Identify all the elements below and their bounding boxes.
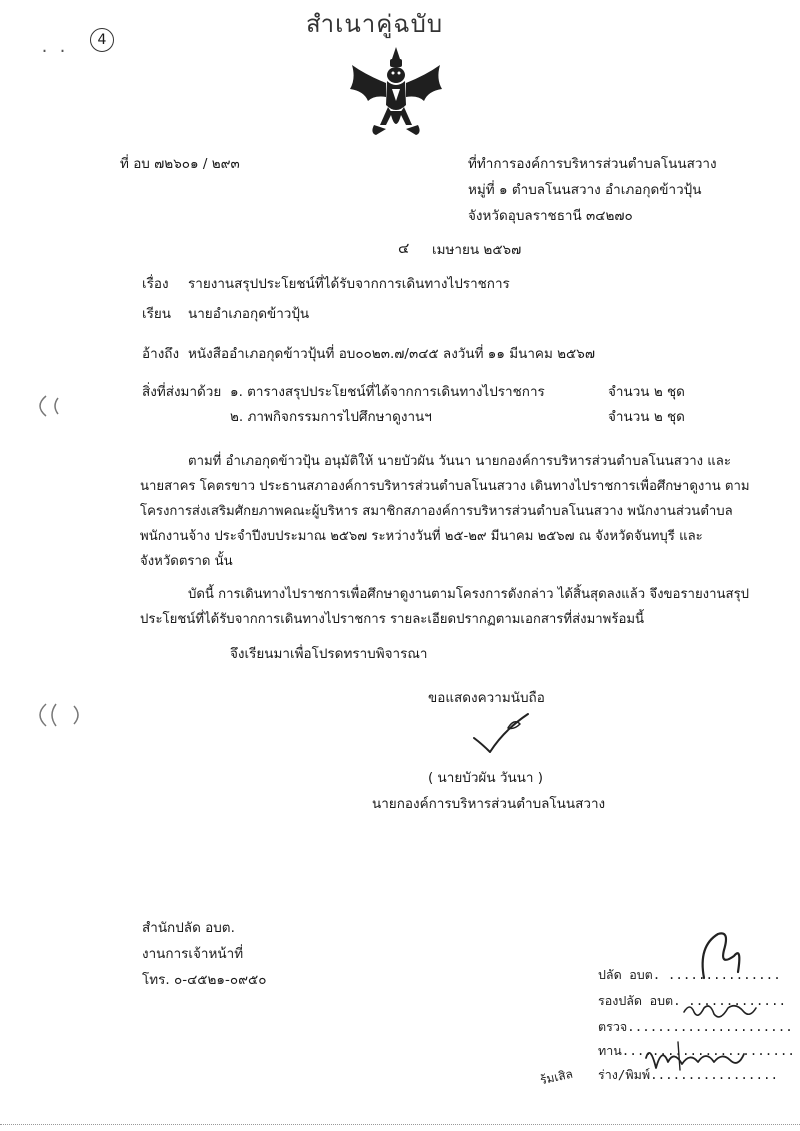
body-para1-line1: ตามที่ อำเภอกุดข้าวปุ้น อนุมัติให้ นายบัวผัน วันนา นายกองค์การบริหารส่วนตำบลโนนสวาง และ xyxy=(188,454,731,469)
punch-hole-mark-1 xyxy=(30,392,70,420)
body-para1-line4: พนักงานจ้าง ประจำปีงบประมาณ ๒๕๖๗ ระหว่างวันที่ ๒๕-๒๙ มีนาคม ๒๕๖๗ ณ จังหวัดจันทบุรี และ xyxy=(140,529,703,544)
document-number: ที่ อบ ๗๒๖๐๑ / ๒๙๓ xyxy=(120,156,240,172)
enclosure-qty-2: จำนวน ๒ ชุด xyxy=(608,409,685,425)
initial-vice-deputy xyxy=(680,998,760,1024)
signature-scribble xyxy=(468,708,538,758)
reference-label: อ้างถึง xyxy=(142,346,180,362)
punch-hole-mark-2 xyxy=(30,700,90,730)
routing-draft-type: ร่าง/พิมพ์................. xyxy=(598,1067,779,1082)
initial-draft xyxy=(640,1040,750,1074)
office-phone: โทร. ๐-๔๕๒๑-๐๙๕๐ xyxy=(142,972,267,988)
enclosure-qty-1: จำนวน ๒ ชุด xyxy=(608,384,685,400)
body-para1-line5: จังหวัดตราด นั้น xyxy=(140,554,233,569)
body-para1-line3: โครงการส่งเสริมศักยภาพคณะผู้บริหาร สมาชิกสภาองค์การบริหารส่วนตำบลโนนสวาง พนักงานส่วนตำบล xyxy=(140,504,733,519)
enclosure-item-2: ๒. ภาพกิจกรรมการไปศึกษาดูงานฯ xyxy=(230,409,432,425)
handwritten-initials-note: ร้มเสิล xyxy=(538,1066,575,1088)
reference-text: หนังสืออำเภอกุดข้าวปุ้นที่ อบ๐๐๒๓.๗/๓๔๕ ลงวันที่ ๑๑ มีนาคม ๒๕๖๗ xyxy=(188,346,595,362)
closing-salutation: ขอแสดงความนับถือ xyxy=(428,690,545,706)
office-line-2: งานการเจ้าหน้าที่ xyxy=(142,946,244,962)
signer-name: ( นายบัวผัน วันนา ) xyxy=(428,770,544,786)
margin-number-circle: 4 xyxy=(90,28,114,52)
margin-dots: . . xyxy=(40,38,77,56)
subject-text: รายงานสรุปประโยชน์ที่ได้รับจากการเดินทางไปราชการ xyxy=(188,276,510,292)
routing-deputy-chief: ปลัด อบต. ............... xyxy=(598,967,781,982)
office-line-1: สำนักปลัด อบต. xyxy=(142,920,235,936)
subject-label: เรื่อง xyxy=(142,276,169,292)
scan-edge-line xyxy=(0,1124,800,1125)
body-para2-line1: บัดนี้ การเดินทางไปราชการเพื่อศึกษาดูงานตามโครงการดังกล่าว ได้สิ้นสุดลงแล้ว จึงขอรายงานสรุป xyxy=(188,587,750,602)
copy-stamp: สำเนาคู่ฉบับ xyxy=(306,10,444,38)
body-para1-line2: นายสาคร โคตรขาว ประธานสภาองค์การบริหารส่วนตำบลโนนสวาง เดินทางไปราชการเพื่อศึกษาดูงาน ตาม xyxy=(140,479,750,494)
routing-vice-deputy: รองปลัด อบต. ............. xyxy=(598,993,787,1008)
initial-deputy-chief xyxy=(690,926,760,986)
address-line-3: จังหวัดอุบลราชธานี ๓๔๒๗๐ xyxy=(468,208,633,224)
body-para2-line2: ประโยชน์ที่ได้รับจากการเดินทางไปราชการ รายละเอียดปรากฏตามเอกสารที่ส่งมาพร้อมนี้ xyxy=(140,612,645,627)
address-line-2: หมู่ที่ ๑ ตำบลโนนสวาง อำเภอกุดข้าวปุ้น xyxy=(468,182,702,198)
routing-check: ตรวจ...................... xyxy=(598,1019,793,1034)
recipient-label: เรียน xyxy=(142,306,172,322)
garuda-emblem-icon xyxy=(346,45,446,140)
recipient-text: นายอำเภอกุดข้าวปุ้น xyxy=(188,306,310,322)
address-line-1: ที่ทำการองค์การบริหารส่วนตำบลโนนสวาง xyxy=(468,156,717,172)
date-day: ๔ xyxy=(398,239,410,257)
enclosures-label: สิ่งที่ส่งมาด้วย xyxy=(142,384,222,400)
signer-position: นายกองค์การบริหารส่วนตำบลโนนสวาง xyxy=(372,796,606,812)
enclosure-item-1: ๑. ตารางสรุปประโยชน์ที่ได้จากการเดินทางไปราชการ xyxy=(230,384,545,400)
routing-review: ทาน....................... xyxy=(598,1043,795,1058)
closing-request: จึงเรียนมาเพื่อโปรดทราบพิจารณา xyxy=(230,646,428,662)
date-month-year: เมษายน ๒๕๖๗ xyxy=(432,242,522,258)
